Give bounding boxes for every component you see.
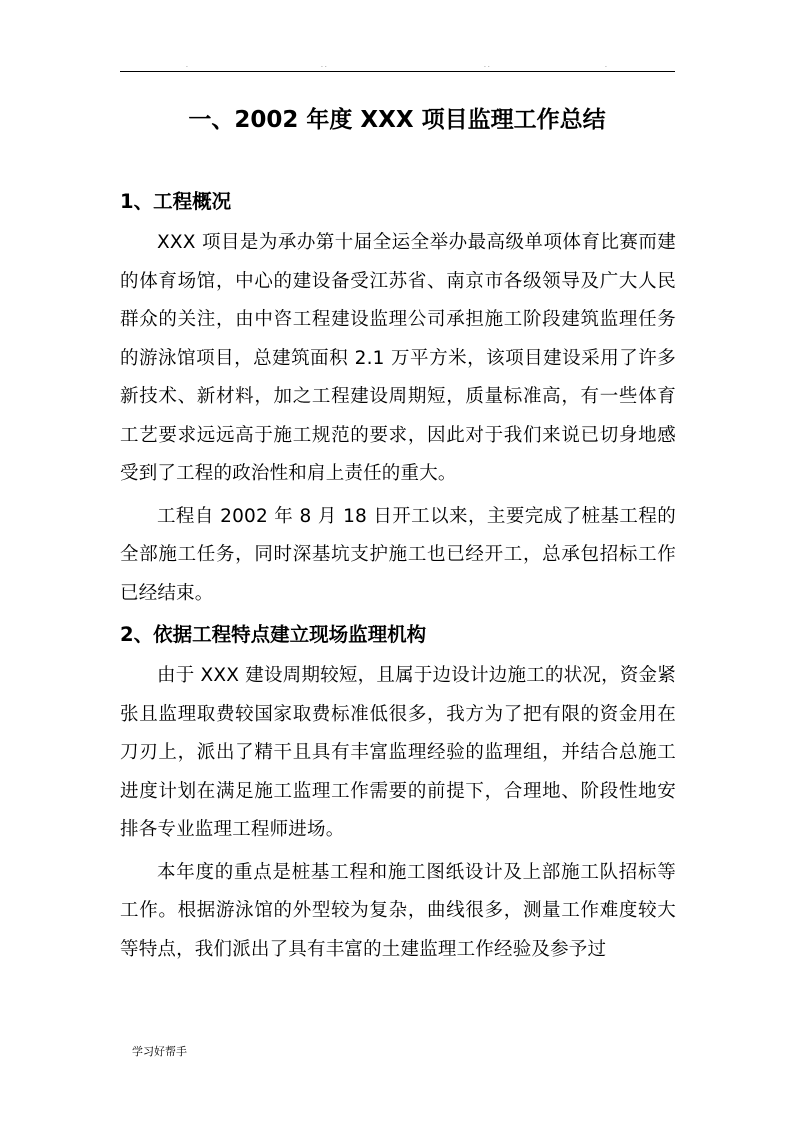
header-dot: . . — [321, 62, 327, 69]
section-heading-organization: 2、依据工程特点建立现场监理机构 — [120, 623, 427, 646]
paragraph: 由于 XXX 建设周期较短，且属于边设计边施工的状况，资金紧张且监理取费较国家取费标准低很多，我方为了把有限的资金用在刀刃上，派出了精干且具有丰富监理经验的监理组，并结合总施工进度计划在满足施工监理工作需要的前提下，合理地、阶段性地安排各专业监理工程师进场。 — [120, 665, 676, 840]
paragraph: XXX 项目是为承办第十届全运全举办最高级单项体育比赛而建的体育场馆，中心的建设备受江苏省、南京市各级领导及广大人民群众的关注，由中咨工程建设监理公司承担施工阶段建筑监理任务的游泳馆项目，总建筑面积 2.1 万平方米，该项目建设采用了许多新技术、新材料，加之工程建设周期短，质量标准高，有一些体育工艺要求远远高于施工规范的要求，因此对于我们来说已切身地感受到了工程的政治性和肩上责任的重大。 — [120, 232, 676, 484]
paragraph: 本年度的重点是桩基工程和施工图纸设计及上部施工队招标等工作。根据游泳馆的外型较为复杂，曲线很多，测量工作难度较大等特点，我们派出了具有丰富的土建监理工作经验及参予过 — [120, 861, 676, 960]
document-body — [120, 180, 676, 969]
header-dot: . — [605, 62, 607, 69]
header-dots — [120, 62, 675, 70]
section-heading-overview: 1、工程概况 — [120, 190, 232, 213]
header-rule — [120, 71, 675, 72]
paragraph: 工程自 2002 年 8 月 18 日开工以来，主要完成了桩基工程的全部施工任务，同时深基坑支护施工也已经开工，总承包招标工作已经结束。 — [120, 505, 676, 604]
header-dot: . . — [484, 62, 490, 69]
document-title: 一、2002 年度 XXX 项目监理工作总结 — [188, 107, 606, 133]
footer-label: 学习好帮手 — [132, 1045, 187, 1058]
header-dot: . — [186, 62, 188, 69]
